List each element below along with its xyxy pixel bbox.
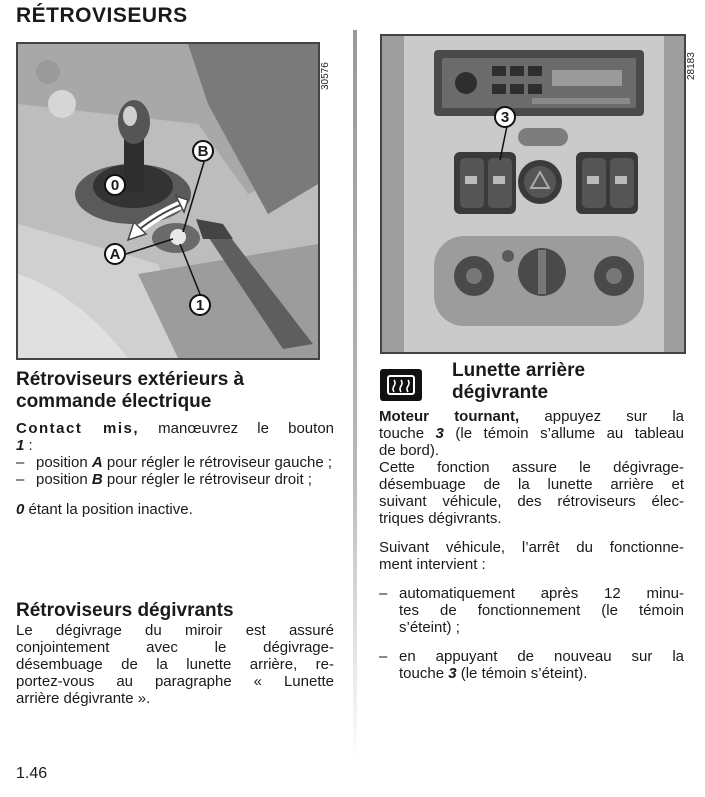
- page-number: 1.46: [16, 765, 48, 782]
- electric-mirrors-heading: Rétroviseurs extérieurs à commande électrique: [16, 369, 245, 412]
- electric-item-b: – position B pour régler le rétroviseur droit ;: [16, 471, 312, 488]
- rear-item-auto: – automatiquement après 12 minu- tes de fonctionnement (le témoin s’éteint) ;: [379, 585, 684, 636]
- rear-defrost-text: Moteur tournant, appuyez sur la touche 3 (le témoin s’allume au tableau de bord). Cette fonction assure le dégivrage- désembuage de la lunette arrière et suivant véhicule, des rétroviseurs élec- triques dégivrants. Suivant véhicule, l’arrêt du fonctionne- ment intervient : – automatiquement après 12 minu- tes de fonctionnement (le témoin s’éteint) ; – en appuyant de nouveau sur la touche 3 (le témoin s’éteint).: [379, 408, 684, 682]
- rear-defrost-heading: Lunette arrière dégivrante: [452, 360, 586, 403]
- rear-defrost-icon: [380, 369, 422, 401]
- mirror-control-illustration: [18, 44, 318, 358]
- page-title: RÉTROVISEURS: [16, 4, 188, 27]
- electric-mirrors-text: Contact mis, manœuvrez le bouton 1 : – position A pour régler le rétroviseur gauche ; – position B pour régler le rétroviseur droit ; 0 étant la position inactive.: [16, 420, 335, 518]
- electric-intro: Contact mis, manœuvrez le bouton: [16, 420, 335, 437]
- column-divider: [353, 30, 357, 760]
- callout-3: 3: [494, 106, 516, 128]
- callout-1: 1: [189, 294, 211, 316]
- mirror-control-photo: [16, 42, 320, 360]
- figure-code: 30576: [320, 62, 331, 90]
- callout-b: B: [192, 140, 214, 162]
- callout-a: A: [104, 243, 126, 265]
- dashboard-illustration: [382, 36, 684, 352]
- callout-0: 0: [104, 174, 126, 196]
- dashboard-switches-photo: [380, 34, 686, 354]
- rear-item-manual: – en appuyant de nouveau sur la touche 3 (le témoin s’éteint).: [379, 648, 684, 682]
- electric-item-a: – position A pour régler le rétroviseur gauche ;: [16, 454, 333, 471]
- heated-mirrors-heading: Rétroviseurs dégivrants: [16, 600, 234, 621]
- heated-mirrors-text: Le dégivrage du miroir est assuré conjointement avec le dégivrage- désembuage de la lunette arrière, re- portez-vous au paragraphe « Lunette arrière dégivrante ».: [16, 622, 334, 707]
- rear-defrost-glyph: [380, 369, 422, 401]
- figure-code: 28183: [686, 52, 697, 80]
